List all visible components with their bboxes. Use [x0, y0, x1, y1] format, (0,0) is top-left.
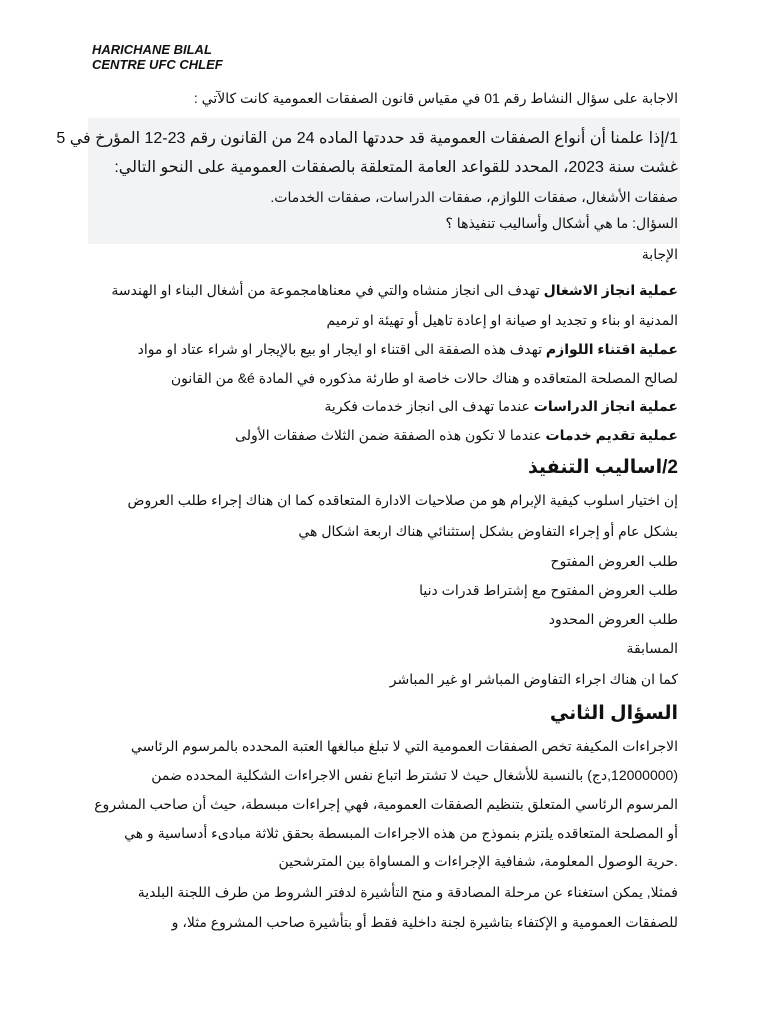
answer-label: الإجابة [641, 246, 678, 262]
supplies-line2: لصالح المصلحة المتعاقده و هناك حالات خاصة او طارئة مذكوره في المادة é& من القانون [170, 370, 678, 386]
works-line2: المدنية او بناء و تجديد او صيانة او إعادة تاهيل أو تهيئة او ترميم [326, 312, 678, 328]
document-header [92, 42, 223, 72]
section3-line: المرسوم الرئاسي المتعلق بتنظيم الصفقات العمومية، فهي إجراءات مبسطة، حيث أن صاحب المشروع [94, 796, 678, 812]
section2-paragraph-line2: بشكل عام أو إجراء التفاوض بشكل إستثنائي هناك اربعة اشكال هي [298, 523, 678, 539]
supplies-text: تهدف هذه الصفقة الى اقتناء او ايجار او بيع بالإيجار او شراء عتاد او مواد [137, 341, 546, 357]
section3-line: الاجراءات المكيفة تخص الصفقات العمومية التي لا تبلغ مبالغها العتبة المحدده بالمرسوم الرئاسي [130, 738, 678, 754]
section3-line: فمثلا, يمكن استغناء عن مرحلة المصادقة و منح التأشيرة لدفتر الشروط من طرف اللجنة البلدية [137, 884, 678, 900]
section3-line: للصفقات العمومية و الإكتفاء بتاشيرة لجنة داخلية فقط أو بتأشيرة صاحب المشروع مثلا، و [171, 914, 678, 930]
services-title: عملية تقديم خدمات [545, 427, 678, 443]
author-name: HARICHANE BILAL [92, 42, 212, 57]
section3-title: السؤال الثاني [549, 703, 678, 724]
studies-title: عملية انجاز الدراسات [533, 398, 678, 414]
method-item: المسابقة [626, 640, 678, 656]
question1-ask: السؤال: ما هي أشكال وأساليب تنفيذها ؟ [445, 215, 678, 231]
services-text: عندما لا تكون هذه الصفقة ضمن الثلاث صفقات الأولى [235, 427, 546, 443]
section3-line: أو المصلحة المتعاقده يلتزم بنموذج من هذه الاجراءات المبسطة بحقق ثلاثة مبادىء أدساسية و هي [124, 825, 678, 841]
services-line [235, 427, 678, 444]
question1-types: صفقات الأشغال، صفقات اللوازم، صفقات الدراسات، صفقات الخدمات. [270, 189, 678, 205]
section2-paragraph-line1: إن اختيار اسلوب كيفية الإبرام هو من صلاحيات الادارة المتعاقده كما ان هناك إجراء طلب العروض [127, 492, 678, 508]
method-item: طلب العروض المفتوح [550, 553, 678, 569]
negotiation-line: كما ان هناك اجراء التفاوض المباشر او غير المباشر [389, 671, 678, 687]
question1-line1: 1/إذا علمنا أن أنواع الصفقات العمومية قد حددتها الماده 24 من القانون رقم 23-12 المؤرخ في 5 [56, 130, 678, 147]
section3-line: .حرية الوصول المعلومة، شفافية الإجراءات و المساواة بين المترشحين [278, 853, 678, 869]
section3-line: (12000000,دج) بالنسبة للأشغال حيث لا تشترط اتباع نفس الاجراءات الشكلية المحدده ضمن [151, 767, 678, 783]
section2-title: 2/اساليب التنفيذ [527, 457, 678, 478]
studies-text: عندما تهدف الى انجاز خدمات فكرية [324, 398, 534, 414]
question1-line2: غشت سنة 2023، المحدد للقواعد العامة المتعلقة بالصفقات العمومية على النحو التالي: [114, 159, 678, 176]
intro-line: الاجابة على سؤال النشاط رقم 01 في مقياس قانون الصفقات العمومية كانت كالآتي : [193, 90, 678, 106]
method-item: طلب العروض المحدود [548, 611, 678, 627]
works-text: تهدف الى انجاز منشاه والتي في معناهامجموعة من أشغال البناء او الهندسة [111, 282, 544, 298]
method-item: طلب العروض المفتوح مع إشتراط قدرات دنيا [419, 582, 678, 598]
works-line1 [111, 282, 678, 299]
center-name: CENTRE UFC CHLEF [92, 57, 223, 72]
supplies-title: عملية اقتناء اللوازم [545, 341, 678, 357]
works-title: عملية انجاز الاشغال [543, 282, 678, 298]
studies-line [324, 398, 678, 415]
supplies-line1 [138, 341, 678, 358]
